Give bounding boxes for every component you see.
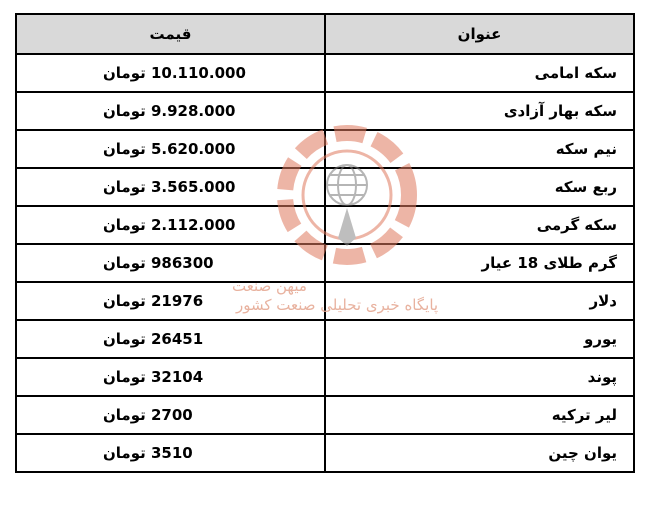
table-row: [16, 206, 634, 244]
table-row: [16, 130, 634, 168]
title-cell: لیر ترکیه: [325, 396, 634, 434]
title-cell: یورو: [325, 320, 634, 358]
price-cell: 2.112.000 تومان: [16, 206, 325, 244]
price-cell: 32104 تومان: [16, 358, 325, 396]
watermark-title: میهن صنعت: [232, 277, 307, 295]
table-header-row: [16, 14, 634, 54]
price-cell: 986300 تومان: [16, 244, 325, 282]
title-cell: گرم طلای 18 عیار: [325, 244, 634, 282]
price-cell: 5.620.000 تومان: [16, 130, 325, 168]
price-cell: 26451 تومان: [16, 320, 325, 358]
price-cell: 3510 تومان: [16, 434, 325, 472]
price-cell: 2700 تومان: [16, 396, 325, 434]
price-cell: 3.565.000 تومان: [16, 168, 325, 206]
watermark-subtitle: پایگاه خبری تحلیلی صنعت کشور: [236, 296, 439, 314]
price-cell: 9.928.000 تومان: [16, 92, 325, 130]
title-cell: سکه بهار آزادی: [325, 92, 634, 130]
table-row: [16, 320, 634, 358]
title-cell: دلار: [325, 282, 634, 320]
table-row: [16, 358, 634, 396]
price-cell: 10.110.000 تومان: [16, 54, 325, 92]
price-table: [15, 13, 635, 473]
table-row: [16, 54, 634, 92]
header-price: قیمت: [16, 14, 325, 54]
title-cell: نیم سکه: [325, 130, 634, 168]
price-cell: 21976 تومان: [16, 282, 325, 320]
table-row: [16, 92, 634, 130]
title-cell: یوان چین: [325, 434, 634, 472]
table-row: [16, 396, 634, 434]
table-row: [16, 434, 634, 472]
table-row: [16, 244, 634, 282]
title-cell: سکه امامی: [325, 54, 634, 92]
title-cell: سکه گرمی: [325, 206, 634, 244]
title-cell: ربع سکه: [325, 168, 634, 206]
header-title: عنوان: [325, 14, 634, 54]
table-row: [16, 168, 634, 206]
title-cell: پوند: [325, 358, 634, 396]
